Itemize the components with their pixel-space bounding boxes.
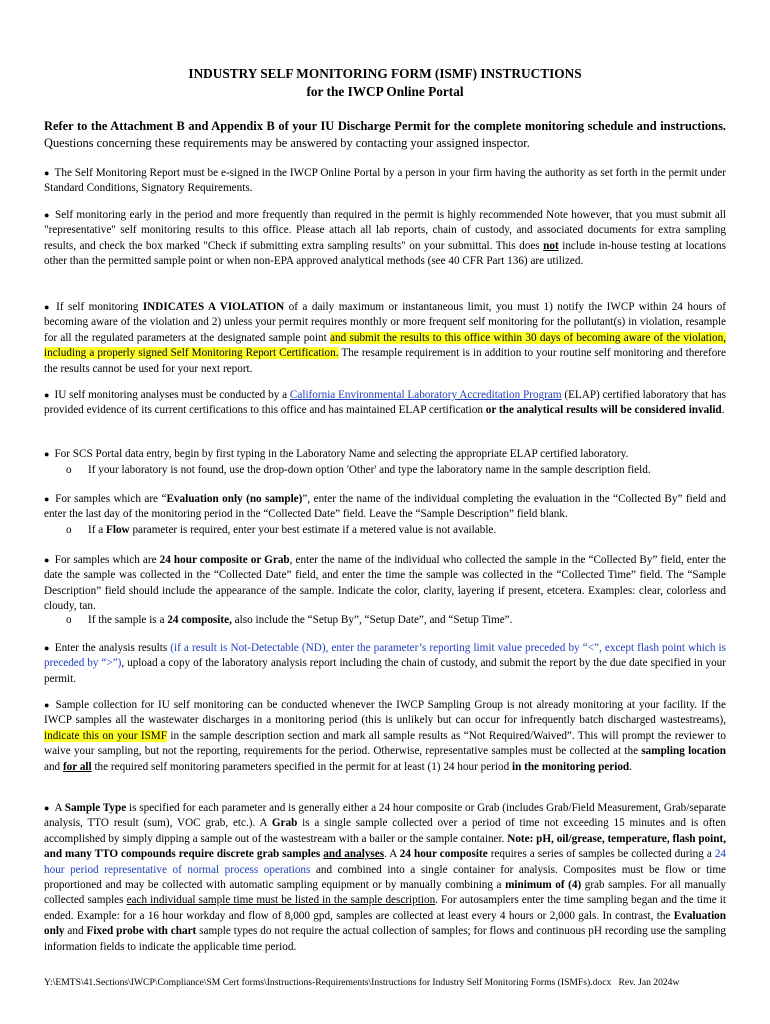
title-line-2: for the IWCP Online Portal	[306, 84, 464, 99]
bullet-icon: ●	[44, 643, 50, 653]
sub-bullet-icon: o	[66, 464, 72, 476]
bullet-icon: ●	[44, 803, 50, 813]
sub-bullet-icon: o	[66, 524, 72, 536]
paragraph-violation: ● If self monitoring INDICATES A VIOLATION of a daily maximum or instantaneous limit, you must 1) notify the IWCP within 24 hours of becoming aware of the violation and 2) unless your permit requires monthly or more frequent self monitoring for the pollutant(s) in violation, resample for all the regulated parameters at the designated sample point and submit the results to this office within 30 days of becoming aware of the violation, including a properly signed Self Monitoring Report Certification. The resample requirement is in addition to your routine self monitoring and therefore the results cannot be used for your next report.	[44, 301, 727, 375]
paragraph-scs-portal: ● For SCS Portal data entry, begin by first typing in the Laboratory Name and selecting the appropriate ELAP certified laboratory.	[44, 448, 629, 460]
paragraph-early-monitoring: ● Self monitoring early in the period and more frequently than required in the permit is highly recommended Note however, that you must submit all "representative" self monitoring results to this office. Please attach all lab reports, chain of custody, and associated documents for extra sampling results, and check the box marked "Check if submitting extra sampling results" on your submittal. This does not include in-house testing at locations other than the permitted sample point or when non-EPA approved analytical methods (see 40 CFR Part 136) are utilized.	[44, 209, 727, 268]
paragraph-composite-grab: ● For samples which are 24 hour composite or Grab, enter the name of the individual who collected the sample in the “Collected By” field, enter the date the sample was collected in the “Collected Date” field, and enter the time the sample was collected in the “Collected Time” field. The “Sample Description” field should include the appearance of the sample. Indicate the color, clarity, layering if present, etcetera. Examples: clear, colorless and cloudy, tan.	[44, 554, 727, 613]
paragraph-evaluation-only: ● For samples which are “Evaluation only (no sample)”, enter the name of the individual completing the evaluation in the “Collected By” field and enter the last day of the monitoring period in the “Collected Date” field. Leave the “Sample Description” field blank.	[44, 493, 727, 521]
bullet-icon: ●	[44, 210, 51, 220]
bullet-icon: ●	[44, 449, 50, 459]
footer-revision: Rev. Jan 2024w	[618, 977, 680, 988]
document-footer	[44, 977, 726, 989]
footer-file-path: Y:\EMTS\41.Sections\IWCP\Compliance\SM Cert forms\Instructions-Requirements\Instructions for Industry Self Monitoring Forms (ISMFs).docx	[44, 977, 612, 988]
sub-item-24-composite: o If the sample is a 24 composite, also include the “Setup By”, “Setup Date”, and “Setup Time”.	[66, 613, 726, 628]
elap-link[interactable]: California Environmental Laboratory Accreditation Program	[289, 389, 562, 401]
sub-bullet-icon: o	[66, 614, 72, 626]
sub-item-lab-not-found: o If your laboratory is not found, use the drop-down option 'Other' and type the laboratory name in the sample description field.	[66, 463, 726, 478]
paragraph-sample-collection: ● Sample collection for IU self monitoring can be conducted whenever the IWCP Sampling Group is not already monitoring at your facility. If the IWCP samples all the wastewater discharges in a monitoring period (this is unlikely but can occur for infrequently batch discharged wastestreams), indicate this on your ISMF in the sample description section and mark all sample results as “Not Required/Waived”. This will prompt the reviewer to waive your sampling, but not the reporting, requirements for the period. Otherwise, representative samples must be collected at the sampling location and for all the required self monitoring parameters specified in the permit for at least (1) 24 hour period in the monitoring period.	[44, 699, 726, 773]
paragraph-elap: ● IU self monitoring analyses must be conducted by a California Environmental Laboratory Accreditation Program (ELAP) certified laboratory that has provided evidence of its current certifications to this office and has maintained ELAP certification or the analytical results will be considered invalid.	[44, 389, 726, 417]
intro-paragraph	[44, 118, 726, 152]
document-title	[0, 65, 770, 101]
highlighted-text: and submit the results to this office within 30 days of becoming aware of the violation, including a properly signed Self Monitoring Report Certification.	[44, 331, 727, 360]
intro-rest: Questions concerning these requirements may be answered by contacting your assigned inspector.	[44, 136, 530, 150]
bullet-icon: ●	[44, 390, 50, 400]
paragraph-signature: ● The Self Monitoring Report must be e-signed in the IWCP Online Portal by a person in your firm having the authority as set forth in the permit under Standard Conditions, Signatory Requirements.	[44, 167, 727, 195]
sub-item-flow: o If a Flow parameter is required, enter your best estimate if a metered value is not available.	[66, 523, 726, 538]
paragraph-sample-type: ● A Sample Type is specified for each parameter and is generally either a 24 hour composite or Grab (includes Grab/Field Measurement, Grab/separate analysis, TTO result (sum), VOC grab, etc.). A Grab is a single sample collected over a period of time not exceeding 15 minutes and is often accomplished by simply dipping a sample out of the wastestream with a bailer or the sample container. Note: pH, oil/grease, temperature, flash point, and many TTO compounds require discrete grab samples and analyses. A 24 hour composite requires a series of samples be collected during a 24 hour period representative of normal process operations and combined into a single container for analysis. Composites must be flow or time proportioned and may be collected with automatic sampling equipment or by manually combining a minimum of (4) grab samples. For all manually collected samples each individual sample time must be listed in the sample description. For autosamplers enter the time sampling began and the time it ended. Example: for a 16 hour workday and flow of 8,000 gpd, samples are collected at least every 4 hours or 2,000 gals. In contrast, the Evaluation only and Fixed probe with chart sample types do not require the actual collection of samples; for flows and continuous pH recording use the sampling information fields to indicate the applicable time period.	[44, 802, 727, 953]
bullet-icon: ●	[44, 302, 52, 312]
bullet-icon: ●	[44, 494, 51, 504]
highlighted-text: indicate this on your ISMF	[44, 729, 167, 742]
bullet-icon: ●	[44, 168, 50, 178]
paragraph-analysis-results: ● Enter the analysis results (if a result is Not-Detectable (ND), enter the parameter’s reporting limit value preceded by “<”, except flash point which is preceded by “>”), upload a copy of the laboratory analysis report including the chain of custody, and submit the report by the due date specified in your permit.	[44, 642, 727, 685]
intro-bold: Refer to the Attachment B and Appendix B of your IU Discharge Permit for the complete monitoring schedule and instructions.	[44, 119, 726, 133]
title-line-1: INDUSTRY SELF MONITORING FORM (ISMF) INSTRUCTIONS	[188, 66, 582, 81]
bullet-icon: ●	[44, 700, 51, 710]
bullet-icon: ●	[44, 555, 50, 565]
